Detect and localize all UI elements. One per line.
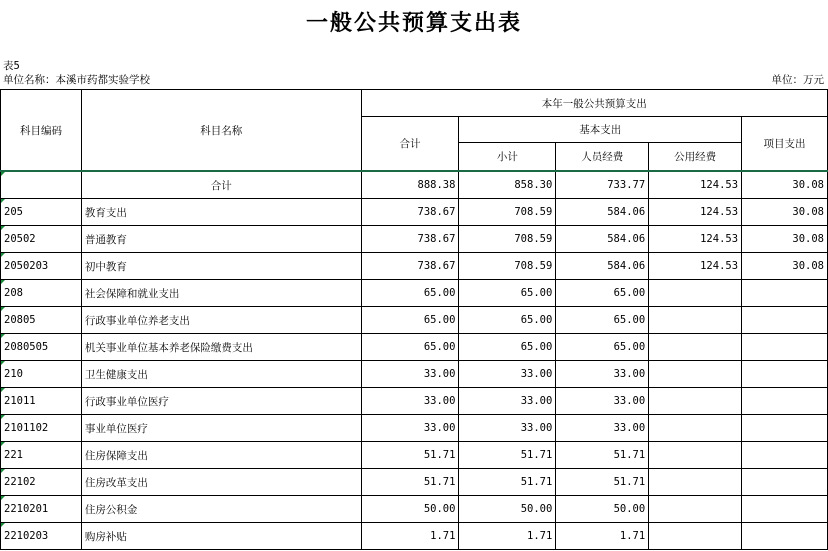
- cell-total[interactable]: 65.00: [361, 280, 459, 307]
- cell-public[interactable]: 124.53: [649, 226, 742, 253]
- header-total: 合计: [361, 117, 459, 172]
- table-row[interactable]: [1, 361, 828, 388]
- cell-subtotal[interactable]: 33.00: [459, 361, 556, 388]
- cell-total[interactable]: 738.67: [361, 199, 459, 226]
- table-row[interactable]: [1, 442, 828, 469]
- table-number: 表5: [3, 60, 20, 72]
- cell-code[interactable]: [1, 469, 82, 496]
- cell-name[interactable]: 初中教育: [81, 253, 361, 280]
- cell-name[interactable]: 合计: [81, 171, 361, 199]
- cell-code-text: 221: [4, 449, 23, 461]
- cell-public[interactable]: [649, 415, 742, 442]
- cell-name[interactable]: 事业单位医疗: [81, 415, 361, 442]
- cell-total[interactable]: 33.00: [361, 388, 459, 415]
- cell-public[interactable]: [649, 307, 742, 334]
- cell-code[interactable]: [1, 442, 82, 469]
- cell-code-text: 210: [4, 368, 23, 380]
- cell-code[interactable]: [1, 253, 82, 280]
- cell-code[interactable]: [1, 334, 82, 361]
- cell-project[interactable]: 30.08: [742, 253, 828, 280]
- cell-public[interactable]: [649, 496, 742, 523]
- cell-code[interactable]: [1, 171, 82, 199]
- header-code: 科目编码: [1, 90, 82, 172]
- cell-subtotal[interactable]: 50.00: [459, 496, 556, 523]
- table-row[interactable]: [1, 199, 828, 226]
- cell-public[interactable]: [649, 334, 742, 361]
- cell-subtotal[interactable]: 708.59: [459, 226, 556, 253]
- cell-name[interactable]: 行政事业单位医疗: [81, 388, 361, 415]
- cell-personnel[interactable]: 33.00: [556, 388, 649, 415]
- cell-personnel[interactable]: 51.71: [556, 469, 649, 496]
- total-row[interactable]: [1, 171, 828, 199]
- cell-public[interactable]: [649, 442, 742, 469]
- cell-total[interactable]: 738.67: [361, 253, 459, 280]
- cell-marker-icon: [1, 469, 5, 473]
- cell-code[interactable]: [1, 523, 82, 550]
- cell-code-text: 2050203: [4, 260, 49, 272]
- cell-marker-icon: [1, 226, 5, 230]
- cell-public[interactable]: [649, 469, 742, 496]
- cell-subtotal[interactable]: 51.71: [459, 469, 556, 496]
- cell-marker-icon: [1, 199, 5, 203]
- cell-project[interactable]: [742, 334, 828, 361]
- cell-code-text: 20805: [4, 314, 36, 326]
- cell-personnel[interactable]: 584.06: [556, 226, 649, 253]
- cell-total[interactable]: 888.38: [361, 171, 459, 199]
- cell-name[interactable]: 住房公积金: [81, 496, 361, 523]
- cell-personnel[interactable]: 65.00: [556, 280, 649, 307]
- cell-personnel[interactable]: 733.77: [556, 171, 649, 199]
- cell-marker-icon: [1, 496, 5, 500]
- cell-personnel[interactable]: 33.00: [556, 361, 649, 388]
- table-row[interactable]: [1, 280, 828, 307]
- cell-code[interactable]: [1, 280, 82, 307]
- cell-name[interactable]: 普通教育: [81, 226, 361, 253]
- cell-project[interactable]: 30.08: [742, 226, 828, 253]
- cell-project[interactable]: 30.08: [742, 199, 828, 226]
- table-row[interactable]: [1, 469, 828, 496]
- header-name: 科目名称: [81, 90, 361, 172]
- cell-personnel[interactable]: 584.06: [556, 199, 649, 226]
- cell-marker-icon: [1, 523, 5, 527]
- cell-name[interactable]: 卫生健康支出: [81, 361, 361, 388]
- cell-total[interactable]: 51.71: [361, 442, 459, 469]
- cell-name[interactable]: 住房保障支出: [81, 442, 361, 469]
- cell-personnel[interactable]: 65.00: [556, 307, 649, 334]
- header-public: 公用经费: [649, 143, 742, 172]
- cell-marker-icon: [1, 415, 5, 419]
- cell-personnel[interactable]: 50.00: [556, 496, 649, 523]
- cell-code[interactable]: [1, 199, 82, 226]
- cell-subtotal[interactable]: 65.00: [459, 280, 556, 307]
- cell-personnel[interactable]: 1.71: [556, 523, 649, 550]
- cell-name[interactable]: 机关事业单位基本养老保险缴费支出: [81, 334, 361, 361]
- table-row[interactable]: [1, 307, 828, 334]
- cell-name[interactable]: 社会保障和就业支出: [81, 280, 361, 307]
- cell-subtotal[interactable]: 33.00: [459, 415, 556, 442]
- cell-code-text: 205: [4, 206, 23, 218]
- cell-code-text: 208: [4, 287, 23, 299]
- cell-code-text: 21011: [4, 395, 36, 407]
- cell-project[interactable]: [742, 415, 828, 442]
- cell-public[interactable]: [649, 280, 742, 307]
- table-row[interactable]: [1, 334, 828, 361]
- cell-code[interactable]: [1, 226, 82, 253]
- cell-project[interactable]: [742, 361, 828, 388]
- header-personnel: 人员经费: [556, 143, 649, 172]
- cell-code-text: 2101102: [4, 422, 49, 434]
- cell-personnel[interactable]: 51.71: [556, 442, 649, 469]
- header-project: 项目支出: [742, 117, 828, 172]
- cell-code-text: 2080505: [4, 341, 49, 353]
- cell-project[interactable]: [742, 469, 828, 496]
- cell-total[interactable]: 33.00: [361, 415, 459, 442]
- cell-total[interactable]: 51.71: [361, 469, 459, 496]
- cell-code[interactable]: [1, 361, 82, 388]
- cell-code[interactable]: [1, 307, 82, 334]
- cell-subtotal[interactable]: 1.71: [459, 523, 556, 550]
- cell-code[interactable]: [1, 415, 82, 442]
- header-subtotal: 小计: [459, 143, 556, 172]
- cell-project[interactable]: [742, 388, 828, 415]
- cell-personnel[interactable]: 584.06: [556, 253, 649, 280]
- header-current-year: 本年一般公共预算支出: [361, 90, 827, 117]
- cell-personnel[interactable]: 33.00: [556, 415, 649, 442]
- table-row[interactable]: [1, 496, 828, 523]
- cell-marker-icon: [1, 361, 5, 365]
- budget-table: [0, 89, 828, 550]
- cell-subtotal[interactable]: 65.00: [459, 334, 556, 361]
- cell-total[interactable]: 65.00: [361, 307, 459, 334]
- cell-marker-icon: [1, 334, 5, 338]
- unit-label: 单位：万元: [771, 74, 824, 86]
- cell-total[interactable]: 50.00: [361, 496, 459, 523]
- cell-total[interactable]: 33.00: [361, 361, 459, 388]
- header-basic: 基本支出: [459, 117, 742, 143]
- table-row[interactable]: [1, 226, 828, 253]
- table-row[interactable]: [1, 388, 828, 415]
- cell-total[interactable]: 65.00: [361, 334, 459, 361]
- unit-name: 单位名称：本溪市药都实验学校: [3, 74, 150, 86]
- cell-project[interactable]: [742, 442, 828, 469]
- cell-marker-icon: [1, 307, 5, 311]
- cell-total[interactable]: 1.71: [361, 523, 459, 550]
- page-title: 一般公共预算支出表: [305, 10, 522, 36]
- cell-public[interactable]: 124.53: [649, 199, 742, 226]
- cell-code-text: 2210201: [4, 503, 49, 515]
- cell-name[interactable]: 住房改革支出: [81, 469, 361, 496]
- cell-project[interactable]: [742, 307, 828, 334]
- cell-marker-icon: [1, 280, 5, 284]
- cell-subtotal[interactable]: 51.71: [459, 442, 556, 469]
- cell-subtotal[interactable]: 708.59: [459, 199, 556, 226]
- table-row[interactable]: [1, 523, 828, 550]
- cell-name[interactable]: 教育支出: [81, 199, 361, 226]
- cell-project[interactable]: [742, 280, 828, 307]
- cell-code-text: 22102: [4, 476, 36, 488]
- cell-marker-icon: [1, 172, 5, 176]
- cell-project[interactable]: [742, 523, 828, 550]
- cell-total[interactable]: 738.67: [361, 226, 459, 253]
- cell-public[interactable]: 124.53: [649, 253, 742, 280]
- cell-project[interactable]: 30.08: [742, 171, 828, 199]
- table-row[interactable]: [1, 415, 828, 442]
- cell-subtotal[interactable]: 33.00: [459, 388, 556, 415]
- cell-public[interactable]: [649, 523, 742, 550]
- cell-public[interactable]: [649, 361, 742, 388]
- cell-project[interactable]: [742, 496, 828, 523]
- cell-public[interactable]: [649, 388, 742, 415]
- cell-public[interactable]: 124.53: [649, 171, 742, 199]
- cell-marker-icon: [1, 442, 5, 446]
- cell-code[interactable]: [1, 496, 82, 523]
- cell-subtotal[interactable]: 65.00: [459, 307, 556, 334]
- cell-code-text: 20502: [4, 233, 36, 245]
- cell-code-text: 2210203: [4, 530, 49, 542]
- cell-name[interactable]: 购房补贴: [81, 523, 361, 550]
- cell-subtotal[interactable]: 708.59: [459, 253, 556, 280]
- cell-code[interactable]: [1, 388, 82, 415]
- cell-marker-icon: [1, 388, 5, 392]
- cell-personnel[interactable]: 65.00: [556, 334, 649, 361]
- table-row[interactable]: [1, 253, 828, 280]
- cell-subtotal[interactable]: 858.30: [459, 171, 556, 199]
- cell-marker-icon: [1, 253, 5, 257]
- cell-name[interactable]: 行政事业单位养老支出: [81, 307, 361, 334]
